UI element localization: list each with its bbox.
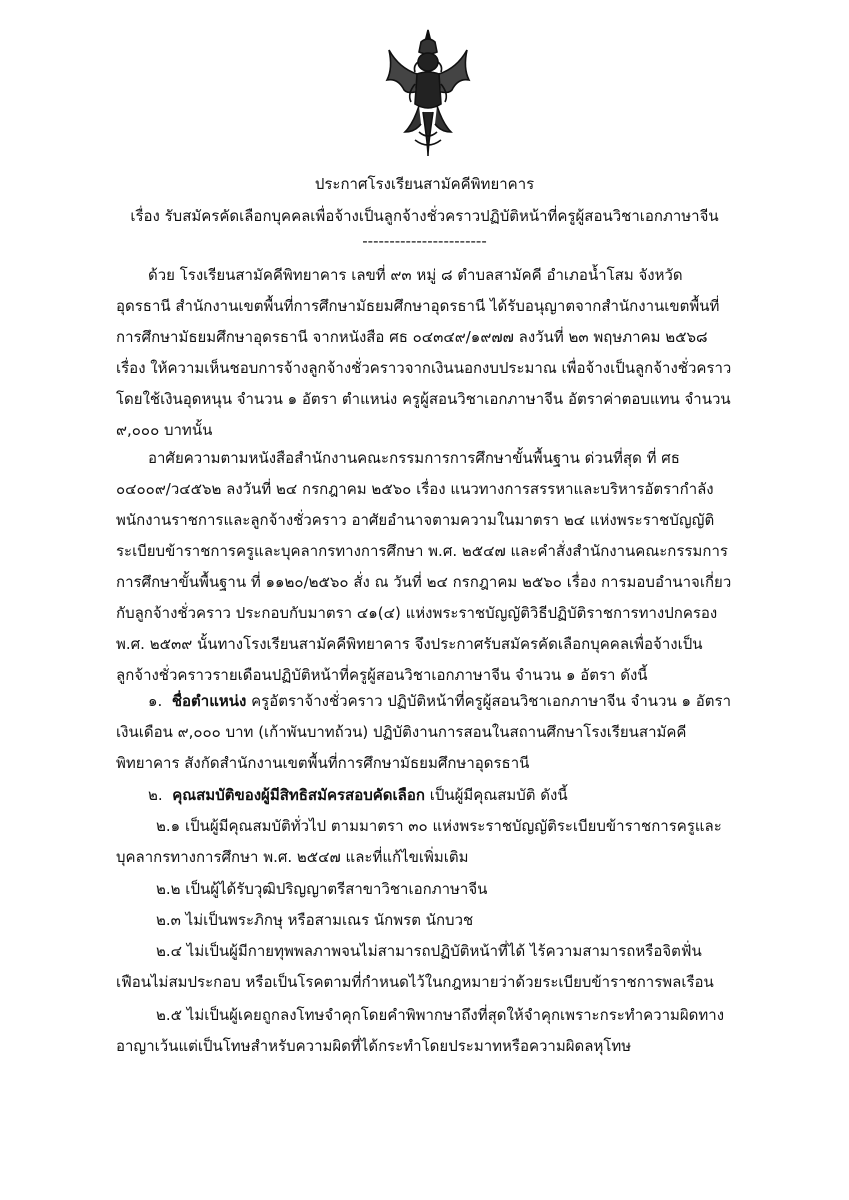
subitem-2-4 bbox=[116, 936, 736, 998]
subitem-text: ๒.๓ ไม่เป็นพระภิกษุ หรือสามเณร นักพรต นักบวช bbox=[156, 911, 474, 929]
subitem-text: ๒.๔ ไม่เป็นผู้มีกายทุพพลภาพจนไม่สามารถปฏิบัติหน้าที่ได้ ไร้ความสามารถหรือจิตฟั่นเฟือนไม่สมประกอบ หรือเป็นโรคตามที่กำหนดไว้ในกฎหมายว่าด้วยระเบียบข้าราชการพลเรือน bbox=[116, 942, 714, 991]
item-text: เป็นผู้มีคุณสมบัติ ดังนี้ bbox=[424, 786, 568, 804]
item-position-name bbox=[116, 686, 736, 779]
item-heading: ชื่อตำแหน่ง bbox=[171, 692, 247, 710]
subitem-text: ๒.๒ เป็นผู้ได้รับวุฒิปริญญาตรีสาขาวิชาเอกภาษาจีน bbox=[156, 880, 488, 898]
item-qualifications bbox=[116, 780, 736, 811]
subitem-2-5 bbox=[116, 1000, 736, 1062]
item-text: ครูอัตราจ้างชั่วคราว ปฏิบัติหน้าที่ครูผู้สอนวิชาเอกภาษาจีน จำนวน ๑ อัตรา เงินเดือน ๙,๐๐๐ บาท (เก้าพันบาทถ้วน) ปฏิบัติงานการสอนในสถานศึกษาโรงเรียนสามัคคีพิทยาคาร สังกัดสำนักงานเขตพื้นที่การศึกษามัธยมศึกษาอุดรธานี bbox=[116, 692, 731, 772]
item-number: ๒. bbox=[148, 786, 163, 804]
paragraph-1-text: ด้วย โรงเรียนสามัคคีพิทยาคาร เลขที่ ๙๓ หมู่ ๘ ตำบลสามัคคี อำเภอน้ำโสม จังหวัดอุดรธานี สำนักงานเขตพื้นที่การศึกษามัธยมศึกษาอุดรธานี ได้รับอนุญาตจากสำนักงานเขตพื้นที่การศึกษามัธยมศึกษาอุดรธานี จากหนังสือ ศธ ๐๔๓๔๙/๑๙๗๗ ลงวันที่ ๒๓ พฤษภาคม ๒๕๖๘ เรื่อง ให้ความเห็นชอบการจ้างลูกจ้างชั่วคราวจากเงินนอกงบประมาณ เพื่อจ้างเป็นลูกจ้างชั่วคราว โดยใช้เงินอุดหนุน จำนวน ๑ อัตรา ตำแหน่ง ครูผู้สอนวิชาเอกภาษาจีน อัตราค่าตอบแทน จำนวน ๙,๐๐๐ บาทนั้น bbox=[116, 266, 732, 439]
announcement-subject: เรื่อง รับสมัครคัดเลือกบุคคลเพื่อจ้างเป็นลูกจ้างชั่วคราวปฏิบัติหน้าที่ครูผู้สอนวิชาเอกภาษาจีน bbox=[130, 207, 719, 225]
subitem-text: ๒.๑ เป็นผู้มีคุณสมบัติทั่วไป ตามมาตรา ๓๐ แห่งพระราชบัญญัติระเบียบข้าราชการครูและบุคลากรทางการศึกษา พ.ศ. ๒๕๔๗ และที่แก้ไขเพิ่มเติม bbox=[116, 817, 722, 866]
subitem-2-1 bbox=[116, 811, 736, 873]
subitem-text: ๒.๕ ไม่เป็นผู้เคยถูกลงโทษจำคุกโดยคำพิพากษาถึงที่สุดให้จำคุกเพราะกระทำความผิดทางอาญาเว้นแต่เป็นโทษสำหรับความผิดที่ได้กระทำโดยประมาทหรือความผิดลหุโทษ bbox=[116, 1006, 725, 1055]
subitem-2-3 bbox=[116, 905, 736, 936]
body-paragraph-1 bbox=[116, 260, 736, 446]
item-number: ๑. bbox=[148, 692, 163, 710]
subitem-2-2 bbox=[116, 874, 736, 905]
paragraph-2-text: อาศัยความตามหนังสือสำนักงานคณะกรรมการการศึกษาขั้นพื้นฐาน ด่วนที่สุด ที่ ศธ ๐๔๐๐๙/ว๔๕๖๒ ลงวันที่ ๒๔ กรกฎาคม ๒๕๖๐ เรื่อง แนวทางการสรรหาและบริหารอัตรากำลังพนักงานราชการและลูกจ้างชั่วคราว อาศัยอำนาจตามความในมาตรา ๒๔ แห่งพระราชบัญญัติระเบียบข้าราชการครูและบุคลากรทางการศึกษา พ.ศ. ๒๕๔๗ และคำสั่งสำนักงานคณะกรรมการการศึกษาขั้นพื้นฐาน ที่ ๑๑๒๐/๒๕๖๐ สั่ง ณ วันที่ ๒๔ กรกฎาคม ๒๕๖๐ เรื่อง การมอบอำนาจเกี่ยวกับลูกจ้างชั่วคราว ประกอบกับมาตรา ๔๑(๔) แห่งพระราชบัญญัติวิธีปฏิบัติราชการทางปกครอง พ.ศ. ๒๕๓๙ นั้นทางโรงเรียนสามัคคีพิทยาคาร จึงประกาศรับสมัครคัดเลือกบุคคลเพื่อจ้างเป็นลูกจ้างชั่วคราวรายเดือนปฏิบัติหน้าที่ครูผู้สอนวิชาเอกภาษาจีน จำนวน ๑ อัตรา ดังนี้ bbox=[116, 449, 732, 684]
announcement-title: ประกาศโรงเรียนสามัคคีพิทยาคาร bbox=[314, 175, 535, 193]
header-divider: ----------------------- bbox=[362, 232, 487, 250]
garuda-emblem bbox=[385, 28, 471, 158]
item-heading: คุณสมบัติของผู้มีสิทธิสมัครสอบคัดเลือก bbox=[172, 786, 425, 804]
body-paragraph-2 bbox=[116, 443, 736, 691]
